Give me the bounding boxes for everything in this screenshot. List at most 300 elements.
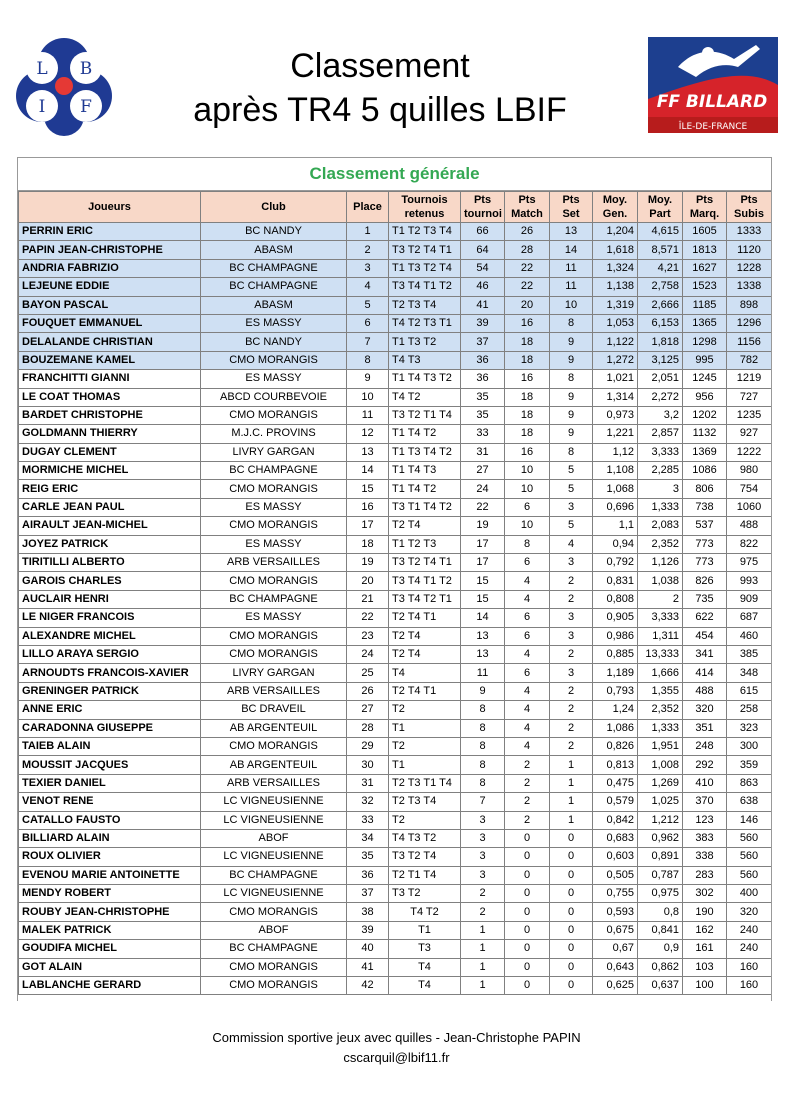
pts-tournoi-cell: 17 (461, 535, 505, 553)
pts-subis-cell: 560 (727, 866, 772, 884)
club-name: BC NANDY (201, 223, 347, 241)
player-name: BILLIARD ALAIN (19, 829, 201, 847)
tournois-cell: T3 T4 T1 T2 (389, 572, 461, 590)
club-name: CMO MORANGIS (201, 977, 347, 995)
player-name: LABLANCHE GERARD (19, 977, 201, 995)
pts-tournoi-cell: 27 (461, 462, 505, 480)
player-name: BAYON PASCAL (19, 296, 201, 314)
pts-marq-cell: 1605 (683, 223, 727, 241)
place-cell: 27 (347, 701, 389, 719)
place-cell: 14 (347, 462, 389, 480)
tournois-cell: T1 T4 T3 (389, 462, 461, 480)
pts-set-cell: 2 (550, 701, 593, 719)
table-row (19, 406, 772, 424)
moy-part-cell: 3,333 (638, 443, 683, 461)
pts-set-cell: 3 (550, 664, 593, 682)
tournois-cell: T1 T4 T3 T2 (389, 370, 461, 388)
pts-tournoi-cell: 54 (461, 259, 505, 277)
tournois-cell: T1 T3 T4 T2 (389, 443, 461, 461)
pts-subis-cell: 993 (727, 572, 772, 590)
pts-set-cell: 2 (550, 572, 593, 590)
moy-part-cell: 2,758 (638, 278, 683, 296)
moy-gen-cell: 1,272 (593, 351, 638, 369)
player-name: MALEK PATRICK (19, 921, 201, 939)
svg-text:F: F (80, 97, 92, 117)
moy-part-cell: 1,818 (638, 333, 683, 351)
tournois-cell: T2 T4 (389, 517, 461, 535)
tournois-cell: T2 T4 (389, 645, 461, 663)
club-name: ABOF (201, 829, 347, 847)
pts-set-cell: 2 (550, 737, 593, 755)
moy-gen-cell: 0,808 (593, 590, 638, 608)
player-name: EVENOU MARIE ANTOINETTE (19, 866, 201, 884)
table-row (19, 774, 772, 792)
pts-marq-cell: 302 (683, 885, 727, 903)
pts-match-cell: 16 (505, 370, 550, 388)
place-cell: 34 (347, 829, 389, 847)
player-name: ALEXANDRE MICHEL (19, 627, 201, 645)
pts-subis-cell: 909 (727, 590, 772, 608)
place-cell: 4 (347, 278, 389, 296)
ranking-body (19, 223, 772, 995)
pts-marq-cell: 410 (683, 774, 727, 792)
table-row (19, 977, 772, 995)
pts-marq-cell: 162 (683, 921, 727, 939)
table-row (19, 921, 772, 939)
table-row (19, 829, 772, 847)
pts-match-cell: 22 (505, 278, 550, 296)
pts-tournoi-cell: 41 (461, 296, 505, 314)
pts-marq-cell: 370 (683, 793, 727, 811)
club-name: BC CHAMPAGNE (201, 259, 347, 277)
ff-billard-subtext: ÎLE-DE-FRANCE (678, 122, 748, 132)
pts-marq-cell: 956 (683, 388, 727, 406)
moy-gen-cell: 0,475 (593, 774, 638, 792)
club-name: BC CHAMPAGNE (201, 590, 347, 608)
moy-gen-cell: 1,324 (593, 259, 638, 277)
pts-subis-cell: 975 (727, 554, 772, 572)
moy-gen-cell: 1,618 (593, 241, 638, 259)
pts-match-cell: 18 (505, 425, 550, 443)
pts-tournoi-cell: 3 (461, 829, 505, 847)
place-cell: 3 (347, 259, 389, 277)
moy-part-cell: 2,666 (638, 296, 683, 314)
pts-match-cell: 0 (505, 866, 550, 884)
pts-marq-cell: 454 (683, 627, 727, 645)
pts-marq-cell: 383 (683, 829, 727, 847)
pts-tournoi-cell: 3 (461, 848, 505, 866)
table-row (19, 517, 772, 535)
moy-part-cell: 0,787 (638, 866, 683, 884)
pts-marq-cell: 292 (683, 756, 727, 774)
moy-part-cell: 0,637 (638, 977, 683, 995)
pts-set-cell: 13 (550, 223, 593, 241)
pts-set-cell: 2 (550, 590, 593, 608)
player-name: REIG ERIC (19, 480, 201, 498)
tournois-cell: T1 (389, 921, 461, 939)
table-row (19, 462, 772, 480)
moy-gen-cell: 1,021 (593, 370, 638, 388)
pts-match-cell: 16 (505, 314, 550, 332)
club-name: AB ARGENTEUIL (201, 756, 347, 774)
pts-set-cell: 9 (550, 406, 593, 424)
place-cell: 35 (347, 848, 389, 866)
place-cell: 1 (347, 223, 389, 241)
title-line-2: après TR4 5 quilles LBIF (193, 91, 567, 129)
pts-set-cell: 8 (550, 314, 593, 332)
player-name: ROUBY JEAN-CHRISTOPHE (19, 903, 201, 921)
pts-marq-cell: 1369 (683, 443, 727, 461)
pts-subis-cell: 160 (727, 977, 772, 995)
table-row (19, 333, 772, 351)
place-cell: 26 (347, 682, 389, 700)
table-row (19, 719, 772, 737)
place-cell: 28 (347, 719, 389, 737)
pts-marq-cell: 1245 (683, 370, 727, 388)
col-header-moy-part: Moy. Part (638, 192, 683, 223)
pts-tournoi-cell: 1 (461, 921, 505, 939)
pts-subis-cell: 782 (727, 351, 772, 369)
pts-set-cell: 5 (550, 480, 593, 498)
tournois-cell: T3 T2 (389, 885, 461, 903)
pts-match-cell: 6 (505, 627, 550, 645)
svg-text:L: L (36, 59, 48, 79)
table-row (19, 627, 772, 645)
place-cell: 38 (347, 903, 389, 921)
pts-marq-cell: 773 (683, 554, 727, 572)
table-row (19, 848, 772, 866)
pts-set-cell: 9 (550, 333, 593, 351)
pts-match-cell: 18 (505, 351, 550, 369)
pts-tournoi-cell: 66 (461, 223, 505, 241)
tournois-cell: T2 T4 (389, 627, 461, 645)
player-name: FRANCHITTI GIANNI (19, 370, 201, 388)
moy-gen-cell: 0,755 (593, 885, 638, 903)
tournois-cell: T1 (389, 756, 461, 774)
moy-gen-cell: 0,826 (593, 737, 638, 755)
pts-match-cell: 16 (505, 443, 550, 461)
pts-subis-cell: 1060 (727, 498, 772, 516)
pts-marq-cell: 622 (683, 609, 727, 627)
table-row (19, 314, 772, 332)
pts-tournoi-cell: 15 (461, 590, 505, 608)
place-cell: 13 (347, 443, 389, 461)
pts-set-cell: 8 (550, 370, 593, 388)
pts-tournoi-cell: 35 (461, 406, 505, 424)
pts-set-cell: 11 (550, 278, 593, 296)
moy-gen-cell: 1,086 (593, 719, 638, 737)
tournois-cell: T3 T4 T2 T1 (389, 590, 461, 608)
pts-subis-cell: 385 (727, 645, 772, 663)
club-name: LC VIGNEUSIENNE (201, 848, 347, 866)
table-row (19, 370, 772, 388)
pts-set-cell: 5 (550, 517, 593, 535)
player-name: TEXIER DANIEL (19, 774, 201, 792)
pts-marq-cell: 103 (683, 958, 727, 976)
pts-marq-cell: 995 (683, 351, 727, 369)
place-cell: 33 (347, 811, 389, 829)
col-header-place: Place (347, 192, 389, 223)
pts-marq-cell: 738 (683, 498, 727, 516)
player-name: MENDY ROBERT (19, 885, 201, 903)
tournois-cell: T2 (389, 811, 461, 829)
moy-part-cell: 0,975 (638, 885, 683, 903)
pts-set-cell: 1 (550, 793, 593, 811)
pts-tournoi-cell: 8 (461, 737, 505, 755)
footer-credit: Commission sportive jeux avec quilles - Jean-Christophe PAPIN (212, 1030, 581, 1045)
club-name: LC VIGNEUSIENNE (201, 793, 347, 811)
place-cell: 21 (347, 590, 389, 608)
place-cell: 19 (347, 554, 389, 572)
pts-marq-cell: 488 (683, 682, 727, 700)
tournois-cell: T1 T2 T3 T4 (389, 223, 461, 241)
pts-marq-cell: 735 (683, 590, 727, 608)
player-name: DUGAY CLEMENT (19, 443, 201, 461)
player-name: ANNE ERIC (19, 701, 201, 719)
table-row (19, 664, 772, 682)
moy-gen-cell: 0,603 (593, 848, 638, 866)
player-name: JOYEZ PATRICK (19, 535, 201, 553)
pts-subis-cell: 1333 (727, 223, 772, 241)
pts-set-cell: 9 (550, 351, 593, 369)
pts-match-cell: 18 (505, 333, 550, 351)
page-title (140, 44, 620, 132)
moy-part-cell: 4,21 (638, 259, 683, 277)
moy-gen-cell: 0,94 (593, 535, 638, 553)
pts-match-cell: 0 (505, 921, 550, 939)
player-name: GOT ALAIN (19, 958, 201, 976)
pts-match-cell: 2 (505, 793, 550, 811)
pts-match-cell: 4 (505, 572, 550, 590)
pts-subis-cell: 359 (727, 756, 772, 774)
moy-gen-cell: 0,885 (593, 645, 638, 663)
pts-match-cell: 6 (505, 554, 550, 572)
tournois-cell: T3 T2 T4 T1 (389, 241, 461, 259)
pts-marq-cell: 1813 (683, 241, 727, 259)
club-name: CMO MORANGIS (201, 572, 347, 590)
pts-match-cell: 4 (505, 645, 550, 663)
place-cell: 37 (347, 885, 389, 903)
moy-part-cell: 0,962 (638, 829, 683, 847)
col-header-pts-marq: Pts Marq. (683, 192, 727, 223)
place-cell: 18 (347, 535, 389, 553)
moy-part-cell: 2,352 (638, 535, 683, 553)
pts-tournoi-cell: 8 (461, 774, 505, 792)
pts-subis-cell: 898 (727, 296, 772, 314)
table-row (19, 866, 772, 884)
moy-gen-cell: 1,314 (593, 388, 638, 406)
pts-set-cell: 4 (550, 535, 593, 553)
table-row (19, 554, 772, 572)
table-row (19, 296, 772, 314)
place-cell: 2 (347, 241, 389, 259)
pts-marq-cell: 1298 (683, 333, 727, 351)
pts-match-cell: 2 (505, 756, 550, 774)
place-cell: 6 (347, 314, 389, 332)
tournois-cell: T2 T3 T4 (389, 296, 461, 314)
col-header-tournois: Tournois retenus (389, 192, 461, 223)
pts-subis-cell: 1219 (727, 370, 772, 388)
moy-gen-cell: 1,204 (593, 223, 638, 241)
pts-subis-cell: 1222 (727, 443, 772, 461)
table-row (19, 756, 772, 774)
player-name: VENOT RENE (19, 793, 201, 811)
place-cell: 5 (347, 296, 389, 314)
tournois-cell: T1 T4 T2 (389, 480, 461, 498)
pts-match-cell: 2 (505, 811, 550, 829)
pts-tournoi-cell: 8 (461, 701, 505, 719)
pts-match-cell: 4 (505, 701, 550, 719)
moy-part-cell: 0,891 (638, 848, 683, 866)
svg-text:B: B (79, 59, 93, 79)
pts-subis-cell: 258 (727, 701, 772, 719)
moy-part-cell: 1,355 (638, 682, 683, 700)
table-row (19, 940, 772, 958)
place-cell: 42 (347, 977, 389, 995)
player-name: ARNOUDTS FRANCOIS-XAVIER (19, 664, 201, 682)
pts-set-cell: 9 (550, 425, 593, 443)
club-name: ES MASSY (201, 609, 347, 627)
table-row (19, 388, 772, 406)
moy-gen-cell: 0,643 (593, 958, 638, 976)
club-name: LIVRY GARGAN (201, 664, 347, 682)
player-name: DELALANDE CHRISTIAN (19, 333, 201, 351)
pts-tournoi-cell: 35 (461, 388, 505, 406)
moy-part-cell: 1,269 (638, 774, 683, 792)
pts-tournoi-cell: 31 (461, 443, 505, 461)
pts-subis-cell: 1296 (727, 314, 772, 332)
table-row (19, 259, 772, 277)
pts-subis-cell: 687 (727, 609, 772, 627)
club-name: ARB VERSAILLES (201, 554, 347, 572)
pts-marq-cell: 161 (683, 940, 727, 958)
player-name: GOUDIFA MICHEL (19, 940, 201, 958)
ranking-header-row (19, 192, 772, 223)
pts-set-cell: 14 (550, 241, 593, 259)
pts-tournoi-cell: 2 (461, 903, 505, 921)
col-header-pts-match: Pts Match (505, 192, 550, 223)
pts-match-cell: 6 (505, 609, 550, 627)
pts-marq-cell: 1132 (683, 425, 727, 443)
moy-gen-cell: 0,973 (593, 406, 638, 424)
place-cell: 29 (347, 737, 389, 755)
player-name: FOUQUET EMMANUEL (19, 314, 201, 332)
moy-gen-cell: 0,793 (593, 682, 638, 700)
col-header-club: Club (201, 192, 347, 223)
place-cell: 15 (347, 480, 389, 498)
moy-gen-cell: 1,122 (593, 333, 638, 351)
table-row (19, 443, 772, 461)
tournois-cell: T2 T3 T4 (389, 793, 461, 811)
moy-gen-cell: 0,505 (593, 866, 638, 884)
club-name: BC NANDY (201, 333, 347, 351)
moy-part-cell: 0,841 (638, 921, 683, 939)
moy-part-cell: 1,666 (638, 664, 683, 682)
club-name: CMO MORANGIS (201, 517, 347, 535)
club-name: CMO MORANGIS (201, 645, 347, 663)
pts-tournoi-cell: 11 (461, 664, 505, 682)
place-cell: 16 (347, 498, 389, 516)
table-row (19, 480, 772, 498)
pts-match-cell: 0 (505, 885, 550, 903)
tournois-cell: T1 T4 T2 (389, 425, 461, 443)
pts-tournoi-cell: 19 (461, 517, 505, 535)
col-header-pts-subis: Pts Subis (727, 192, 772, 223)
pts-match-cell: 18 (505, 388, 550, 406)
moy-gen-cell: 1,138 (593, 278, 638, 296)
club-name: LC VIGNEUSIENNE (201, 811, 347, 829)
place-cell: 17 (347, 517, 389, 535)
tournois-cell: T2 T4 T1 (389, 609, 461, 627)
pts-set-cell: 8 (550, 443, 593, 461)
player-name: CARLE JEAN PAUL (19, 498, 201, 516)
pts-marq-cell: 123 (683, 811, 727, 829)
pts-marq-cell: 320 (683, 701, 727, 719)
table-row (19, 645, 772, 663)
place-cell: 9 (347, 370, 389, 388)
pts-set-cell: 0 (550, 866, 593, 884)
moy-gen-cell: 1,12 (593, 443, 638, 461)
pts-tournoi-cell: 36 (461, 351, 505, 369)
pts-tournoi-cell: 33 (461, 425, 505, 443)
club-name: LIVRY GARGAN (201, 443, 347, 461)
footer (0, 1028, 793, 1068)
pts-set-cell: 3 (550, 498, 593, 516)
pts-subis-cell: 323 (727, 719, 772, 737)
col-header-pts-set: Pts Set (550, 192, 593, 223)
moy-part-cell: 2,857 (638, 425, 683, 443)
moy-gen-cell: 1,189 (593, 664, 638, 682)
pts-subis-cell: 1338 (727, 278, 772, 296)
moy-gen-cell: 0,986 (593, 627, 638, 645)
table-row (19, 701, 772, 719)
tournois-cell: T1 (389, 719, 461, 737)
pts-match-cell: 4 (505, 737, 550, 755)
pts-marq-cell: 1086 (683, 462, 727, 480)
tournois-cell: T4 T2 T3 T1 (389, 314, 461, 332)
pts-subis-cell: 560 (727, 848, 772, 866)
table-row (19, 535, 772, 553)
pts-marq-cell: 338 (683, 848, 727, 866)
pts-match-cell: 28 (505, 241, 550, 259)
tournois-cell: T1 T2 T3 (389, 535, 461, 553)
pts-subis-cell: 863 (727, 774, 772, 792)
pts-match-cell: 4 (505, 719, 550, 737)
pts-tournoi-cell: 1 (461, 977, 505, 995)
pts-tournoi-cell: 8 (461, 719, 505, 737)
svg-text:I: I (38, 97, 46, 117)
moy-gen-cell: 0,905 (593, 609, 638, 627)
pts-match-cell: 4 (505, 682, 550, 700)
pts-tournoi-cell: 3 (461, 811, 505, 829)
pts-tournoi-cell: 22 (461, 498, 505, 516)
moy-part-cell: 1,008 (638, 756, 683, 774)
pts-set-cell: 9 (550, 388, 593, 406)
club-name: M.J.C. PROVINS (201, 425, 347, 443)
pts-marq-cell: 1523 (683, 278, 727, 296)
moy-part-cell: 2,083 (638, 517, 683, 535)
pts-subis-cell: 240 (727, 921, 772, 939)
moy-part-cell: 3 (638, 480, 683, 498)
table-row (19, 223, 772, 241)
moy-part-cell: 0,862 (638, 958, 683, 976)
tournois-cell: T2 T4 T1 (389, 682, 461, 700)
place-cell: 30 (347, 756, 389, 774)
pts-set-cell: 1 (550, 774, 593, 792)
tournois-cell: T3 T2 T4 T1 (389, 554, 461, 572)
lbif-logo (14, 36, 114, 136)
pts-tournoi-cell: 2 (461, 885, 505, 903)
